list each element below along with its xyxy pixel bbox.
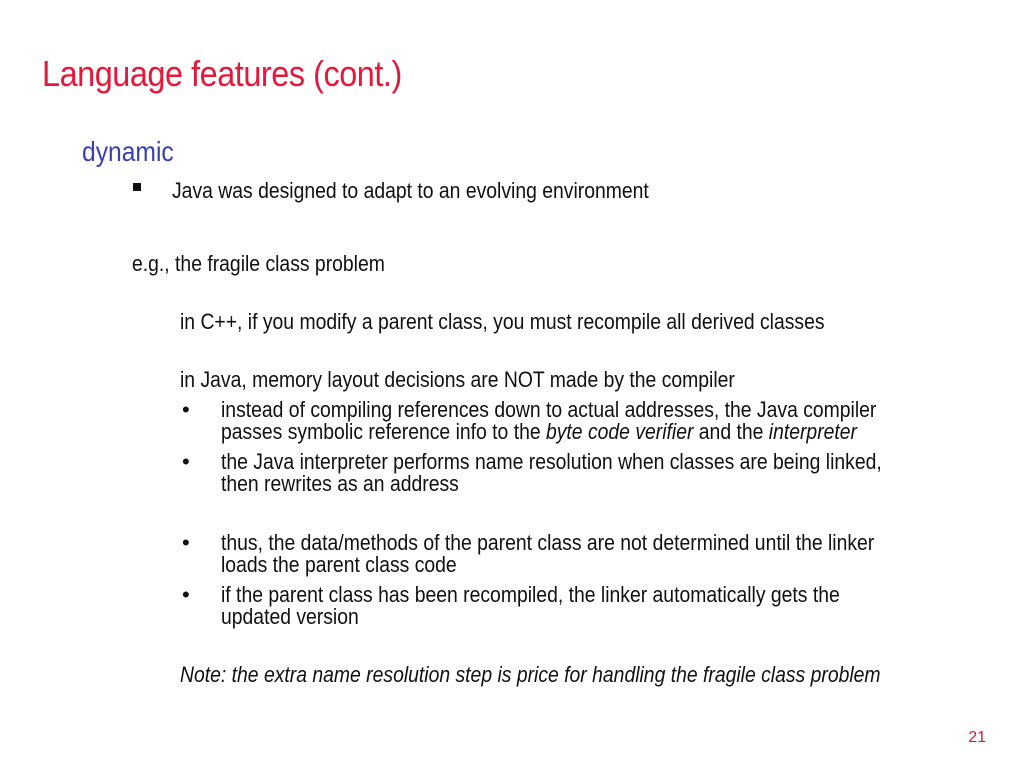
slide-title: Language features (cont.) (42, 53, 402, 94)
java-memory-line: in Java, memory layout decisions are NOT made by the compiler (180, 367, 735, 392)
bullet-interpreter-line2: then rewrites as an address (221, 471, 459, 496)
bullet-linker-line2: loads the parent class code (221, 552, 457, 577)
bullet-linker-line1: thus, the data/methods of the parent class are not determined until the linker (221, 530, 875, 555)
page-number: 21 (968, 729, 986, 746)
bullet-recompiled-line2: updated version (221, 604, 359, 629)
bullet-dot-icon: • (182, 582, 190, 607)
bullet-compile-line1: instead of compiling references down to actual addresses, the Java compiler (221, 397, 877, 422)
bullet-dot-icon: • (182, 530, 190, 555)
bullet-dot-icon: • (182, 449, 190, 474)
square-bullet-icon (133, 183, 141, 191)
bullet-java-designed: Java was designed to adapt to an evolving environment (172, 178, 649, 203)
cpp-line: in C++, if you modify a parent class, you must recompile all derived classes (180, 309, 825, 334)
note-line: Note: the extra name resolution step is price for handling the fragile class problem (180, 662, 881, 687)
bullet-interpreter-line1: the Java interpreter performs name resolution when classes are being linked, (221, 449, 882, 474)
section-heading: dynamic (82, 136, 174, 167)
bullet-compile-line2: passes symbolic reference info to the byte code verifier and the interpreter (221, 419, 858, 444)
bullet-recompiled-line1: if the parent class has been recompiled, the linker automatically gets the (221, 582, 840, 607)
example-line: e.g., the fragile class problem (132, 251, 385, 276)
bullet-dot-icon: • (182, 397, 190, 422)
